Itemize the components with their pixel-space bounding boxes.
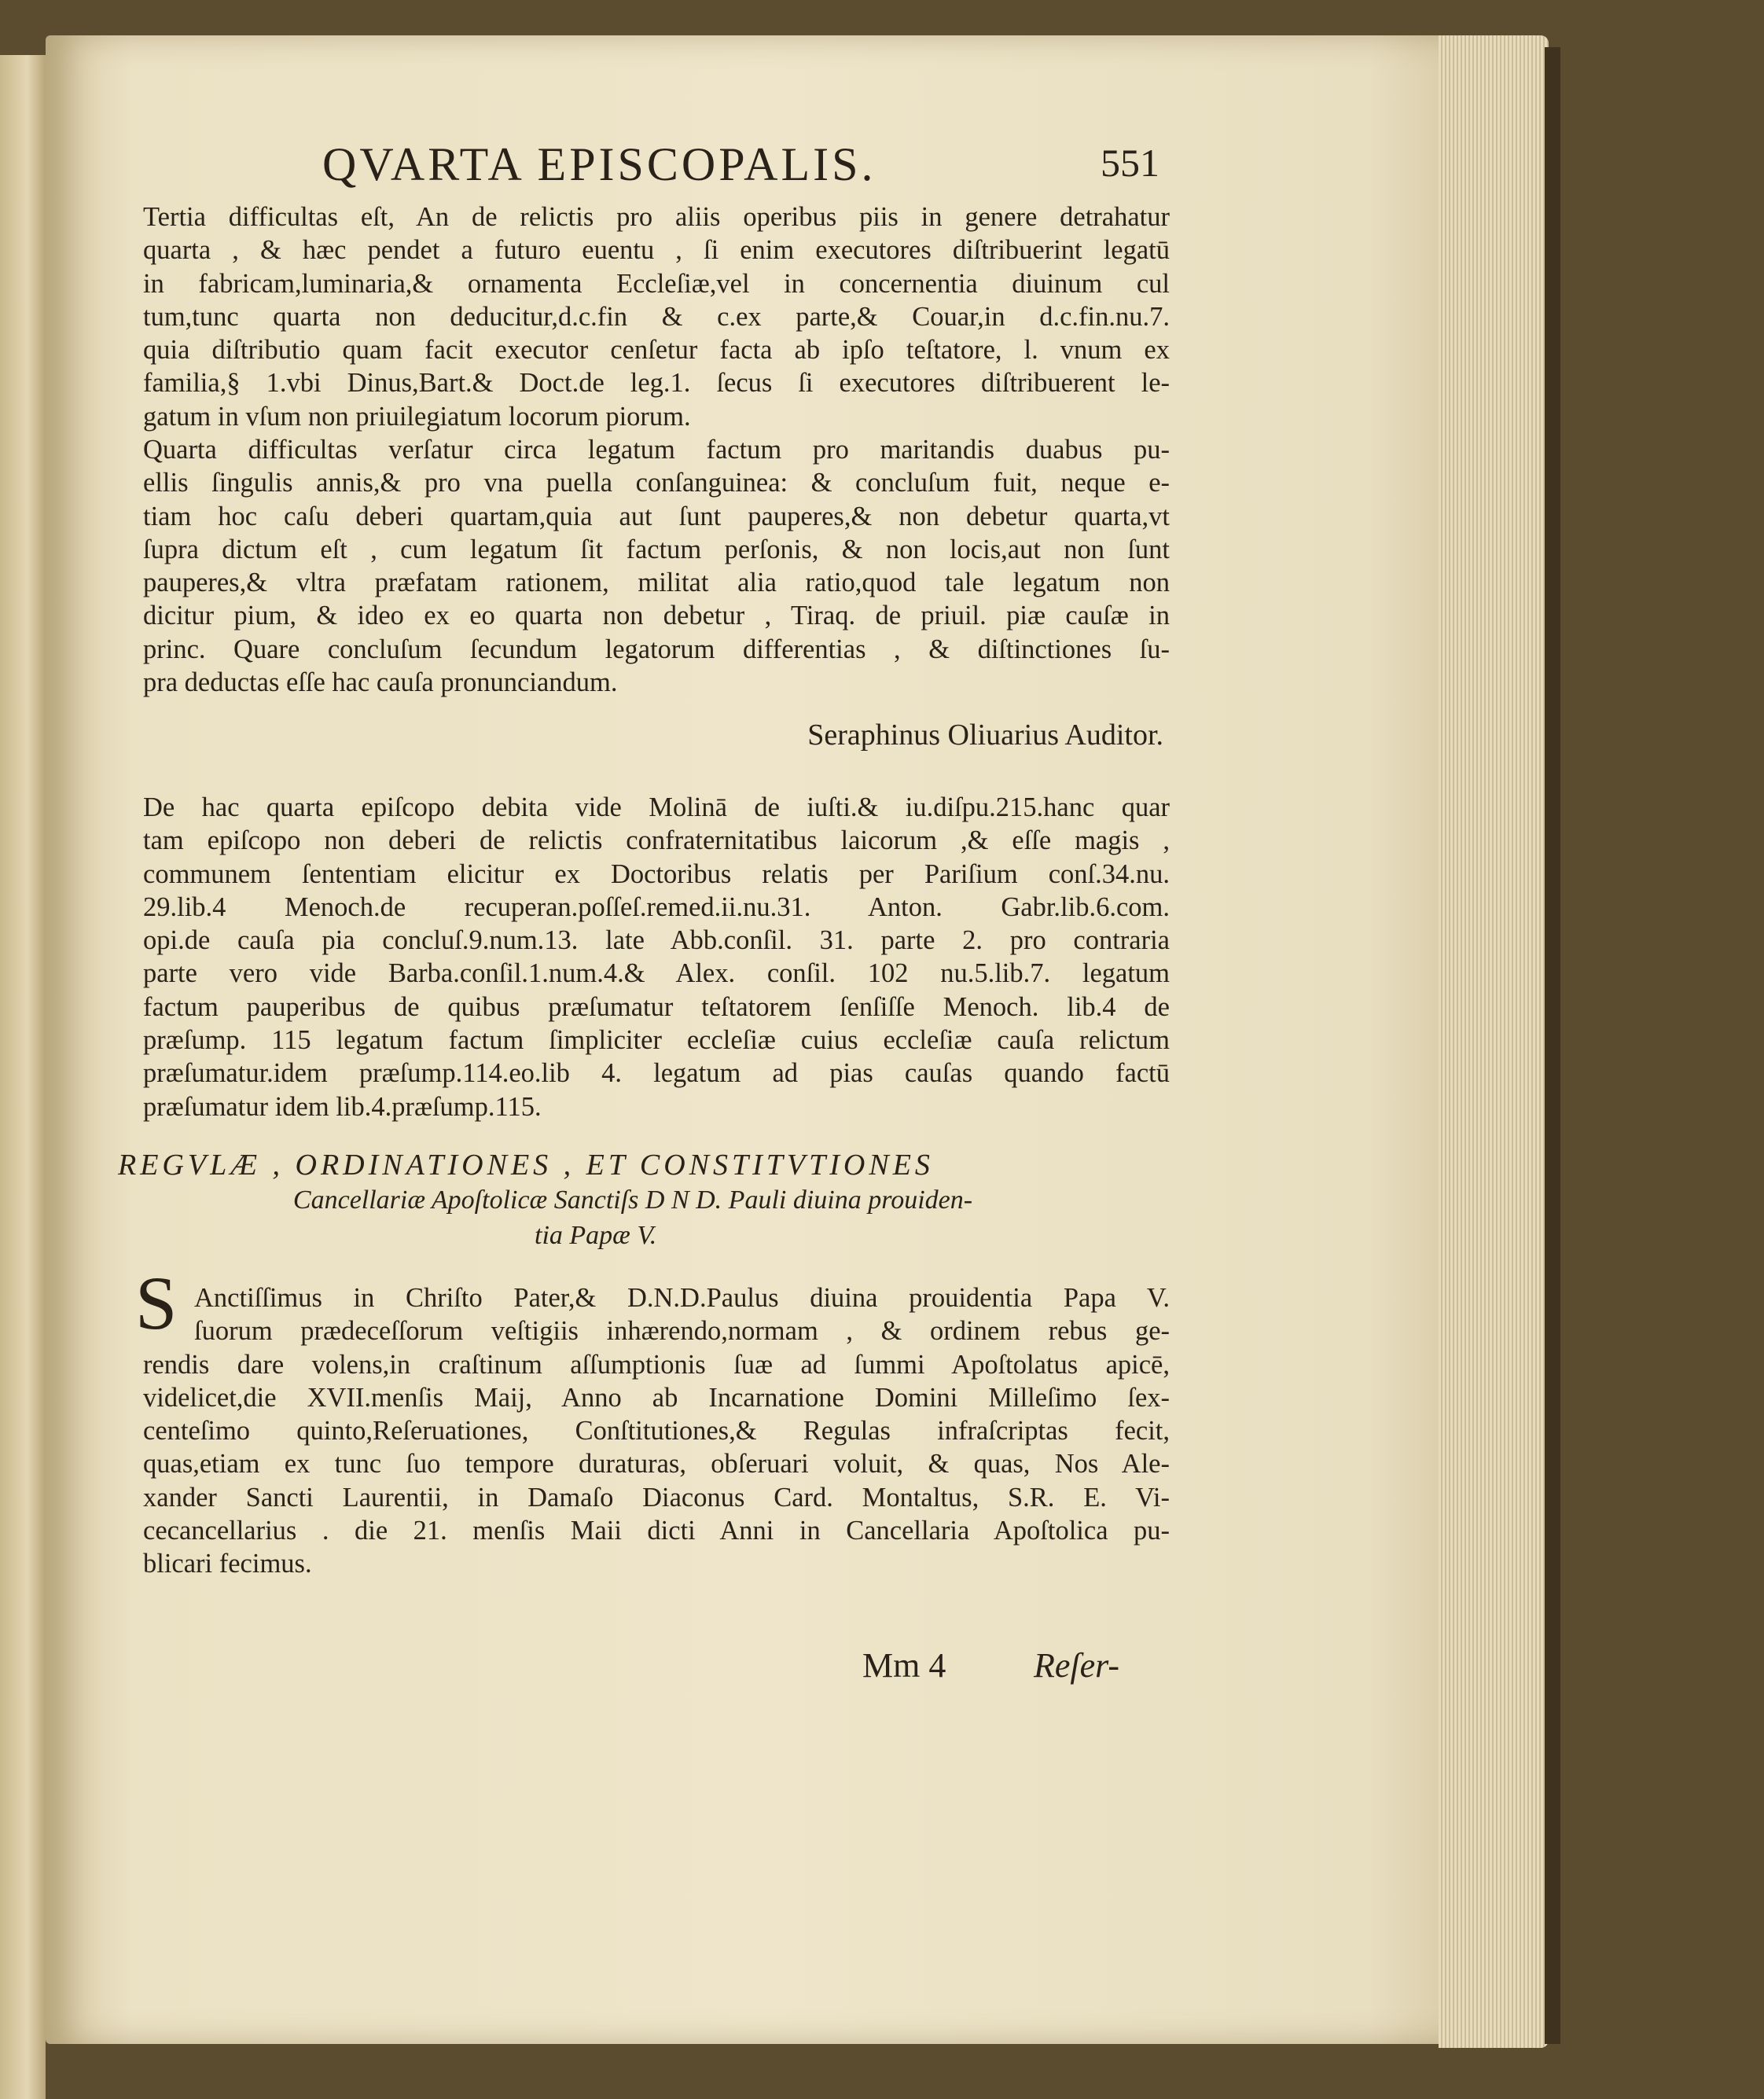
text-line: centeſimo quinto,Reſeruationes, Conſtitutiones,& Regulas infraſcriptas fecit,	[143, 1416, 1170, 1447]
paragraph-1	[143, 200, 1170, 433]
text-line: xander Sancti Laurentii, in Damaſo Diaconus Card. Montaltus, S.R. E. Vi-	[143, 1482, 1170, 1513]
text-line: De hac quarta epiſcopo debita vide Molinā de iuſti.& iu.diſpu.215.hanc quar	[143, 792, 1170, 822]
text-line: princ. Quare concluſum ſecundum legatorum differentias , & diſtinctiones ſu-	[143, 634, 1170, 664]
text-line: dicitur pium, & ideo ex eo quarta non debetur , Tiraq. de priuil. piæ cauſæ in	[143, 601, 1170, 631]
running-head: QVARTA EPISCOPALIS.	[322, 138, 876, 190]
text-line: tam epiſcopo non deberi de relictis confraternitatibus laicorum ,& eſſe magis ,	[143, 825, 1170, 856]
text-line: parte vero vide Barba.conſil.1.num.4.& Alex. conſil. 102 nu.5.lib.7. legatum	[143, 958, 1170, 989]
text-line: ſupra dictum eſt , cum legatum ſit factum perſonis, & non locis,aut non ſunt	[143, 534, 1170, 564]
text-line: in fabricam,luminaria,& ornamenta Eccleſiæ,vel in concernentia diuinum cul	[143, 268, 1170, 299]
facing-page-edge	[0, 55, 46, 2099]
text-line: pra deductas eſſe hac cauſa pronunciandum.	[143, 667, 618, 698]
text-line: cecancellarius . die 21. menſis Maii dicti Anni in Cancellaria Apoſtolica pu-	[143, 1516, 1170, 1546]
text-line: præſumatur.idem præſump.114.eo.lib 4. legatum ad pias cauſas quando factū	[143, 1058, 1170, 1089]
rubric-title: REGVLÆ , ORDINATIONES , ET CONSTITVTIONES	[118, 1149, 934, 1182]
text-line: opi.de cauſa pia concluſ.9.num.13. late Abb.conſil. 31. parte 2. pro contraria	[143, 925, 1170, 956]
final-paragraph	[143, 1281, 1170, 1581]
text-line: pauperes,& vltra præfatam rationem, militat alia ratio,quod tale legatum non	[143, 568, 1170, 598]
text-line: rendis dare volens,in craſtinum aſſumptionis ſuæ ad ſummi Apoſtolatus apicē,	[143, 1349, 1170, 1380]
text-line: tum,tunc quarta non deducitur,d.c.fin & c.ex parte,& Couar,in d.c.fin.nu.7.	[143, 301, 1170, 332]
text-line: ſuorum prædeceſſorum veſtigiis inhærendo,normam , & ordinem rebus ge-	[194, 1316, 1170, 1347]
text-line: blicari fecimus.	[143, 1549, 312, 1579]
text-line: Tertia difficultas eſt, An de relictis pro aliis operibus piis in genere detrahatur	[143, 202, 1170, 232]
text-line: præſump. 115 legatum factum ſimpliciter eccleſiæ cuius eccleſiæ cauſa relictum	[143, 1025, 1170, 1056]
text-line: Quarta difficultas verſatur circa legatum factum pro maritandis duabus pu-	[143, 435, 1170, 465]
paragraph-2	[143, 433, 1170, 699]
text-line: quas,etiam ex tunc ſuo tempore duraturas, obſeruari voluit, & quas, Nos Ale-	[143, 1449, 1170, 1480]
text-line: præſumatur idem lib.4.præſump.115.	[143, 1091, 542, 1122]
text-line: ellis ſingulis annis,& pro vna puella conſanguinea: & concluſum fuit, neque e-	[143, 468, 1170, 498]
paragraph-3	[143, 791, 1170, 1123]
text-line: quarta , & hæc pendet a futuro euentu , ſi enim executores diſtribuerint legatū	[143, 235, 1170, 266]
book-shadow	[1545, 47, 1560, 2044]
text-line: quia diſtributio quam facit executor cenſetur facta ab ipſo teſtatore, l. vnum ex	[143, 335, 1170, 366]
rubric-subtitle: Cancellariæ Apoſtolicæ Sanctiſs D N D. Pauli diuina prouiden-	[292, 1186, 973, 1215]
text-line: 29.lib.4 Menoch.de recuperan.poſſeſ.remed.ii.nu.31. Anton. Gabr.lib.6.com.	[143, 891, 1170, 922]
catchword: Reſer-	[1034, 1646, 1120, 1685]
text-line: Anctiſſimus in Chriſto Pater,& D.N.D.Paulus diuina prouidentia Papa V.	[194, 1283, 1170, 1313]
signature-mark: Mm 4	[862, 1646, 946, 1685]
page-edges	[1439, 35, 1549, 2048]
text-line: communem ſententiam elicitur ex Doctoribus relatis per Pariſium conſ.34.nu.	[143, 858, 1170, 889]
text-line: factum pauperibus de quibus præſumatur teſtatorem ſenſiſſe Menoch. lib.4 de	[143, 991, 1170, 1022]
signature: Seraphinus Oliuarius Auditor.	[807, 719, 1163, 752]
text-line: familia,§ 1.vbi Dinus,Bart.& Doct.de leg.1. ſecus ſi executores diſtribuerent le-	[143, 368, 1170, 399]
rubric-subtitle-end: tia Papæ V.	[535, 1221, 657, 1250]
drop-cap: S	[135, 1261, 178, 1345]
text-line: gatum in vſum non priuilegiatum locorum piorum.	[143, 401, 691, 432]
text-line: videlicet,die XVII.menſis Maij, Anno ab Incarnatione Domini Milleſimo ſex-	[143, 1382, 1170, 1413]
text-line: tiam hoc caſu deberi quartam,quia aut ſunt pauperes,& non debetur quarta,vt	[143, 501, 1170, 531]
page-number: 551	[1101, 141, 1159, 185]
